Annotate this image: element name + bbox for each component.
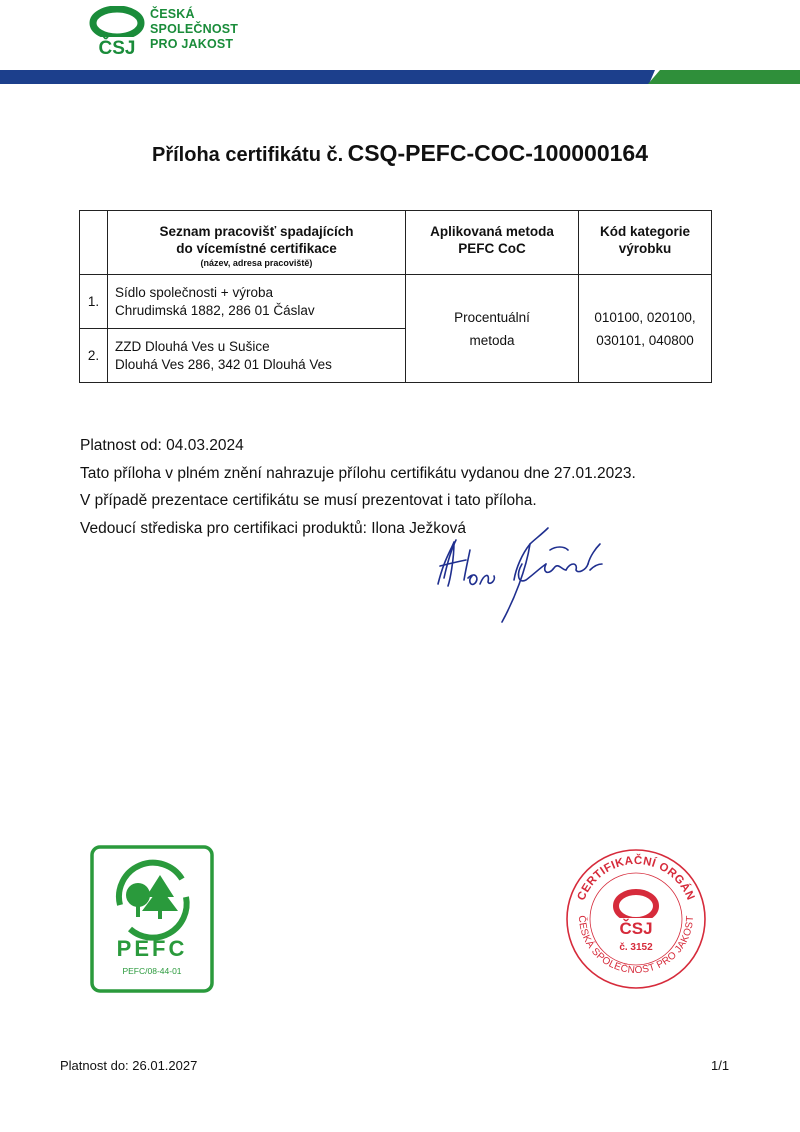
header-sites bbox=[108, 211, 406, 275]
logo-line-3: PRO JAKOST bbox=[150, 37, 234, 51]
valid-from: Platnost od: 04.03.2024 bbox=[80, 437, 244, 454]
title-prefix: Příloha certifikátu č. bbox=[151, 144, 344, 166]
site-address: Dlouhá Ves 286, 342 01 Dlouhá Ves bbox=[115, 356, 332, 372]
head-of-certification: Vedoucí střediska pro certifikaci produktů: Ilona Ježková bbox=[80, 519, 466, 537]
stamp-number: č. 3152 bbox=[619, 942, 653, 953]
sites-table bbox=[79, 210, 712, 383]
row-number: 2. bbox=[80, 329, 108, 383]
table-row bbox=[80, 275, 712, 329]
codes-line2: 030101, 040800 bbox=[596, 332, 694, 348]
pefc-code: PEFC/08-44-01 bbox=[122, 966, 182, 976]
row-number: 1. bbox=[80, 275, 108, 329]
site-name: Sídlo společnosti + výroba bbox=[115, 284, 273, 300]
logo-mark-text: ČSJ bbox=[98, 38, 136, 56]
replacement-note: Tato příloha v plném znění nahrazuje přílohu certifikátu vydanou dne 27.01.2023. bbox=[80, 464, 636, 482]
header-category-line1: Kód kategorie bbox=[599, 224, 691, 239]
header-category bbox=[579, 211, 712, 275]
company-logo-text bbox=[150, 7, 238, 52]
site-address: Chrudimská 1882, 286 01 Čáslav bbox=[115, 302, 315, 318]
stamp-top-arc: CERTIFIKAČNÍ ORGÁN bbox=[575, 854, 697, 903]
svg-text:CERTIFIKAČNÍ ORGÁN bbox=[576, 854, 697, 902]
stamp-bottom-arc: ČESKÁ SPOLEČNOST PRO JAKOST bbox=[575, 915, 697, 977]
header-sites-line2: do vícemístné certifikace bbox=[176, 241, 337, 256]
logo-line-2: SPOLEČNOST bbox=[150, 22, 239, 36]
certificate-number: CSQ-PEFC-COC-100000164 bbox=[347, 140, 649, 166]
logo-line-1: ČESKÁ bbox=[150, 7, 195, 21]
stamp-mark: ČSJ bbox=[619, 919, 653, 938]
certification-stamp bbox=[565, 848, 707, 990]
method-cell bbox=[406, 275, 579, 383]
valid-to: Platnost do: 26.01.2027 bbox=[60, 1058, 198, 1073]
header-category-line2: výrobku bbox=[618, 241, 672, 256]
pefc-brand: PEFC bbox=[116, 936, 188, 961]
handwritten-signature bbox=[430, 520, 610, 630]
page-title bbox=[0, 140, 800, 167]
header-method-line1: Aplikovaná metoda bbox=[430, 224, 554, 239]
codes-line1: 010100, 020100, bbox=[594, 309, 696, 325]
table-header-row bbox=[80, 211, 712, 275]
header-sites-line1: Seznam pracovišť spadajících bbox=[159, 224, 354, 239]
header-method bbox=[406, 211, 579, 275]
page-number: 1/1 bbox=[711, 1058, 730, 1073]
pefc-logo bbox=[90, 845, 214, 993]
header-method-line2: PEFC CoC bbox=[458, 241, 526, 256]
site-cell bbox=[108, 275, 406, 329]
csj-logo-icon bbox=[88, 6, 146, 56]
method-line1: Procentuální bbox=[454, 309, 530, 325]
header-num-cell bbox=[80, 211, 108, 275]
site-name: ZZD Dlouhá Ves u Sušice bbox=[115, 338, 270, 354]
header-sites-note: (název, adresa pracoviště) bbox=[200, 258, 313, 268]
presentation-note: V případě prezentace certifikátu se musí prezentovat i tato příloha. bbox=[80, 492, 537, 509]
method-line2: metoda bbox=[469, 332, 515, 348]
site-cell bbox=[108, 329, 406, 383]
header-band bbox=[0, 70, 800, 84]
category-codes-cell bbox=[579, 275, 712, 383]
